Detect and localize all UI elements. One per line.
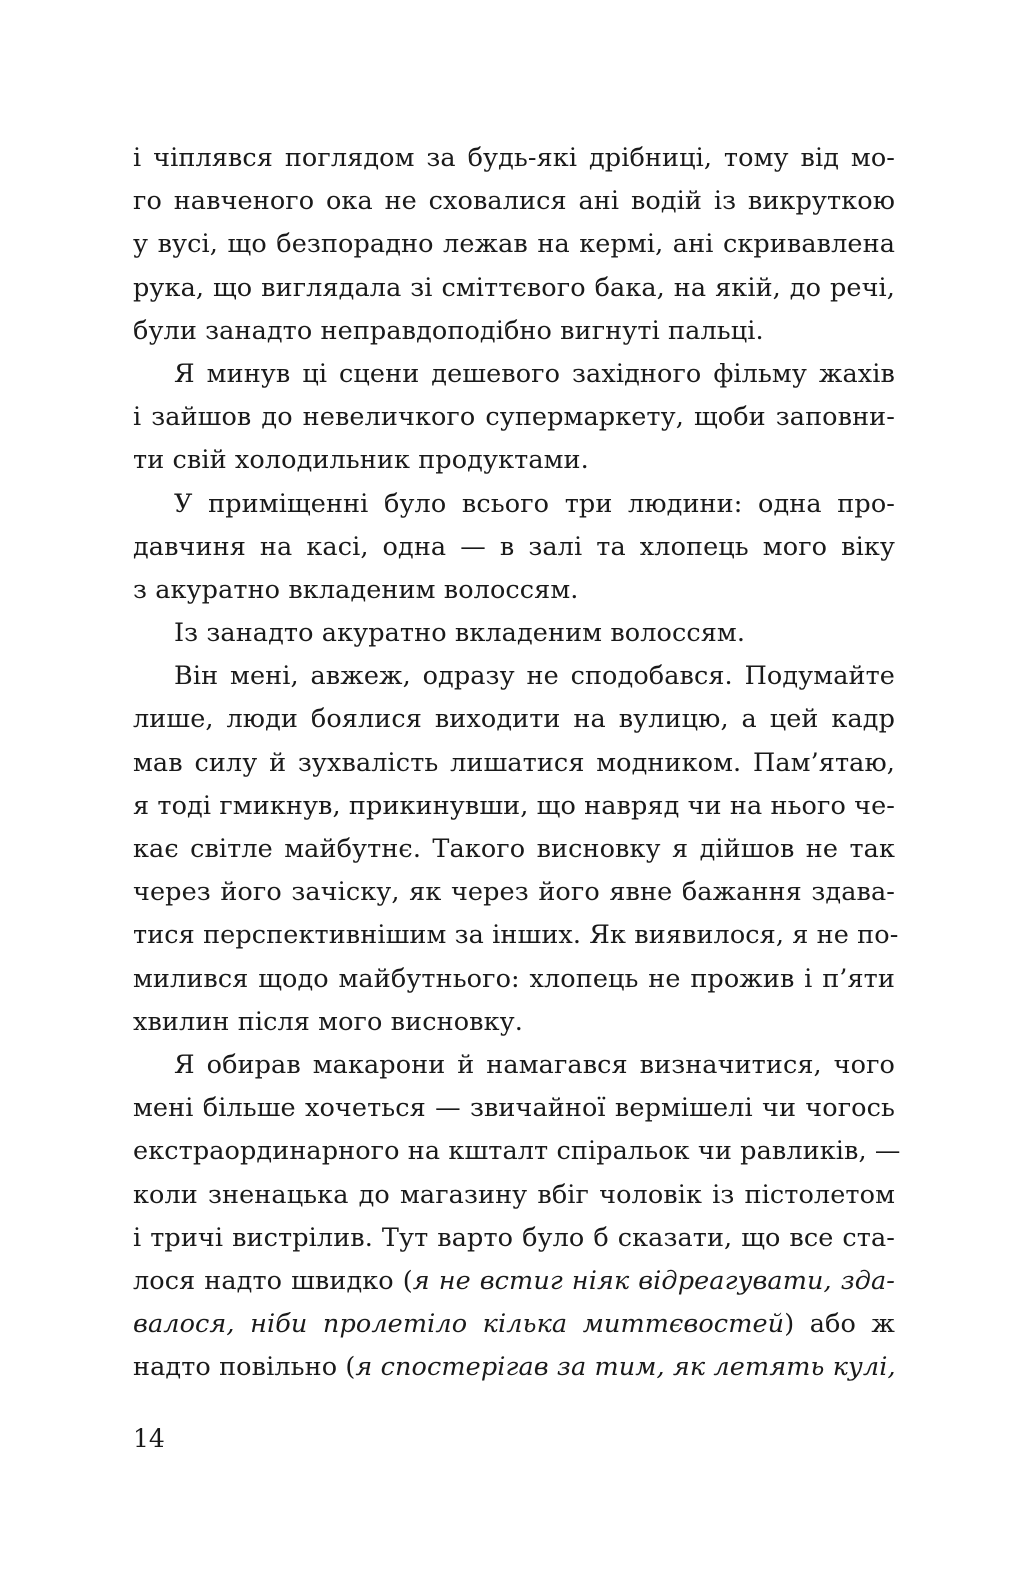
text-line xyxy=(133,180,895,223)
page-number: 14 xyxy=(133,1424,165,1453)
text-segment: мав силу й зухвалість лишатися модником. Пам’ятаю, xyxy=(133,747,895,778)
text-line xyxy=(133,1303,895,1346)
text-line xyxy=(133,483,895,526)
text-line xyxy=(133,353,895,396)
text-segment: давчиня на касі, одна — в залі та хлопець мого віку xyxy=(133,531,895,562)
text-segment: Він мені, авжеж, одразу не сподобався. Подумайте xyxy=(174,661,895,692)
text-line xyxy=(133,698,895,741)
text-segment: і зайшов до невеличкого супермаркету, щоби заповни- xyxy=(133,402,895,433)
text-segment: ти свій холодильник продуктами. xyxy=(133,445,589,476)
text-line xyxy=(133,267,895,310)
text-line xyxy=(133,785,895,828)
text-line xyxy=(133,569,895,612)
text-segment: надто повільно ( xyxy=(133,1352,356,1383)
text-segment: через його зачіску, як через його явне бажання здава- xyxy=(133,877,895,908)
text-line xyxy=(133,396,895,439)
text-segment: екстраординарного на кшталт спіральок чи равликів, — xyxy=(133,1136,901,1167)
italic-text-segment: валося, ніби пролетіло кілька миттєвостей xyxy=(133,1309,785,1340)
text-line xyxy=(133,1174,895,1217)
text-line xyxy=(133,958,895,1001)
text-segment: мені більше хочеться — звичайної вермішелі чи чогось xyxy=(133,1093,895,1124)
text-line xyxy=(133,1044,895,1087)
text-line xyxy=(133,612,895,655)
text-segment: лося надто швидко ( xyxy=(133,1265,413,1296)
text-segment: Я обирав макарони й намагався визначитися, чого xyxy=(174,1049,895,1080)
text-line xyxy=(133,742,895,785)
text-line xyxy=(133,1130,901,1173)
text-line xyxy=(133,828,895,871)
text-segment: тися перспективнішим за інших. Як виявилося, я не по- xyxy=(133,920,899,951)
text-segment: і тричі вистрілив. Тут варто було б сказати, що все ста- xyxy=(133,1222,895,1253)
text-line xyxy=(133,526,895,569)
text-segment: лише, люди боялися виходити на вулицю, а цей кадр xyxy=(133,704,895,735)
text-segment: кає світле майбутнє. Такого висновку я дійшов не так xyxy=(133,834,895,864)
text-segment: У приміщенні було всього три людини: одна про- xyxy=(174,488,895,519)
text-line xyxy=(133,310,895,353)
text-segment: Я минув ці сцени дешевого західного фільму жахів xyxy=(174,358,895,389)
text-segment: ) або ж xyxy=(784,1309,895,1340)
text-segment: го навченого ока не сховалися ані водій із викруткою xyxy=(133,186,895,217)
text-line xyxy=(133,1087,895,1130)
text-line xyxy=(133,223,895,266)
text-segment: хвилин після мого висновку. xyxy=(133,1006,523,1037)
text-line xyxy=(133,1001,895,1044)
text-line xyxy=(133,439,895,482)
text-line xyxy=(133,655,895,698)
italic-text-segment: я спостерігав за тим, як летять кулі, xyxy=(355,1352,896,1383)
text-segment: Із занадто акуратно вкладеним волоссям. xyxy=(174,618,746,649)
text-segment: і чіплявся поглядом за будь-які дрібниці, тому від мо- xyxy=(133,143,895,173)
text-segment: рука, що виглядала зі сміттєвого бака, на якій, до речі, xyxy=(133,272,895,303)
text-segment: з акуратно вкладеним волоссям. xyxy=(133,574,579,605)
text-segment: я тоді гмикнув, прикинувши, що навряд чи на нього че- xyxy=(133,790,895,821)
text-segment: коли зненацька до магазину вбіг чоловік із пістолетом xyxy=(133,1179,895,1210)
text-segment: у вусі, що безпорадно лежав на кермі, ані скривавлена xyxy=(133,229,895,260)
text-line xyxy=(133,1217,895,1260)
text-line xyxy=(133,1260,895,1303)
text-line xyxy=(133,914,899,957)
text-line xyxy=(133,137,895,180)
text-line xyxy=(133,1346,895,1389)
text-segment: були занадто неправдоподібно вигнуті пальці. xyxy=(133,315,764,346)
text-segment: милився щодо майбутнього: хлопець не прожив і п’яти xyxy=(133,963,895,994)
text-line xyxy=(133,871,895,914)
body-text xyxy=(133,137,901,1389)
italic-text-segment: я не встиг ніяк відреагувати, зда- xyxy=(412,1265,895,1296)
